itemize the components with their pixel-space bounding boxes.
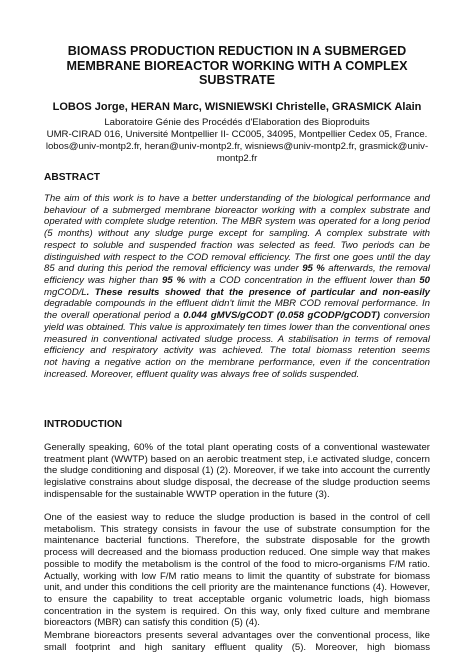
text-line: Generally speaking, 60% of the total plant operating costs of a conventional wastewater xyxy=(44,442,430,453)
text-line: indispensable for the sustainable WWTP operation in the future (3). xyxy=(44,488,330,500)
text-line: legislative constrains about sludge disposal, the decrease of the sludge production seems xyxy=(44,477,430,489)
abstract-line: (5 months) without any sludge purge except for sampling. A complex substrate with xyxy=(44,228,430,240)
intro-paragraph-3 xyxy=(44,630,430,653)
abstract-line: behaviour of a submerged membrane bioreactor working with a complex substrate and xyxy=(44,204,430,216)
paper-title xyxy=(60,44,414,88)
abstract-line: The aim of this work is to have a better understanding of the biological performance and xyxy=(44,193,430,204)
intro-paragraph-2 xyxy=(44,512,430,629)
affiliation-emails: lobos@univ-montp2.fr, heran@univ-montp2.fr, wisniews@univ-montp2.fr, grasmick@univ- xyxy=(45,141,429,152)
abstract-line: degradable compounds in the effluent didn't limit the MBR COD removal performance. In xyxy=(44,298,430,310)
text-line: concentration in the system is required. On this way, only fixed culture and membrane xyxy=(44,605,430,617)
text-line: unit, and under this conditions the cell priority are the maintenance functions (4). However, xyxy=(44,582,430,594)
abstract-line: yield was obtained. This value is approximately ten times lower than the conventional ones xyxy=(44,321,430,333)
abstract-line: efficiency was higher than 95 % with a COD concentration in the effluent lower than 50 xyxy=(44,275,431,287)
affiliation-address: UMR-CIRAD 016, Université Montpellier II- CC005, 34095, Montpellier Cedex 05, France. xyxy=(46,129,428,140)
title-line: MEMBRANE BIOREACTOR WORKING WITH A COMPLEX xyxy=(66,58,408,73)
text-line: to ensure the capability to treat acceptable organic volumetric loads, high biomass xyxy=(44,594,430,606)
abstract-body xyxy=(44,193,430,381)
abstract-line: mgCOD/L. These results showed that the presence of particular and non-easily xyxy=(44,286,430,298)
text-line: metabolism. This strategy consists in favour the use of substrate consumption for the xyxy=(44,523,430,535)
text-line: the sludge conditioning and disposal (1) (2). Moreover, if we take into account the currently xyxy=(44,465,430,477)
text-line: One of the easiest way to reduce the sludge production is based in the control of cell xyxy=(44,512,430,523)
author-list: LOBOS Jorge, HERAN Marc, WISNIEWSKI Christelle, GRASMICK Alain xyxy=(52,101,422,113)
abstract-heading: ABSTRACT xyxy=(44,172,101,183)
text-line: small footprint and high sanitary effluent quality (5). Moreover, high biomass xyxy=(44,641,430,653)
introduction-heading: INTRODUCTION xyxy=(44,419,123,430)
abstract-line: respect to soluble and suspended fraction was selected as feed. Two periods can be xyxy=(44,239,430,251)
abstract-line: measured in conventional activated sludge process. A stabilisation in terms of removal xyxy=(44,333,430,345)
title-line: SUBSTRATE xyxy=(198,73,276,88)
text-line: Membrane bioreactors presents several advantages over the conventional process, like xyxy=(44,630,430,641)
abstract-line: increased. Moreover, effluent quality was always free of solids suspended. xyxy=(44,368,360,380)
abstract-line: 85 and during this period the removal efficiency was under 95 % afterwards, the removal xyxy=(44,263,430,275)
text-line: process will decreased and the biomass production reduced. One simple way that makes xyxy=(44,547,430,559)
intro-paragraph-1 xyxy=(44,442,430,501)
text-line: possible to modify the metabolism is the control of the food to micro-organisms F/M ratio. xyxy=(44,558,430,570)
text-line: treatment plant (WWTP) based on an aerobic treatment step, i.e activated sludge, concern xyxy=(44,453,430,465)
text-line: maintenance bacterial functions. Therefore, the substrate disposable for the growth xyxy=(44,535,430,547)
abstract-line: efficiency and respiratory activity was achieved. The total biomass retention seems xyxy=(44,345,430,357)
affiliation-lab: Laboratoire Génie des Procédés d'Elaboration des Bioproduits xyxy=(104,117,370,128)
abstract-line: operated with complete sludge retention. The MBR system was operated for a long period xyxy=(44,216,430,228)
abstract-line: the overall operational period a 0.044 gMVS/gCODT (0.058 gCODP/gCODT) conversion xyxy=(44,310,431,322)
abstract-line: distinguished with respect to the COD removal efficiency. The first one goes until the day xyxy=(44,251,430,263)
text-line: bioreactors (MBR) can satisfy this condition (5) (4). xyxy=(44,617,260,629)
text-line: Actually, working with low F/M ratio means to limit the quantity of substrate for biomass xyxy=(44,570,430,582)
abstract-line: not having a negative action on the membrane performance, even if the concentration xyxy=(44,357,430,369)
title-line: BIOMASS PRODUCTION REDUCTION IN A SUBMERGED xyxy=(67,44,407,58)
affiliation-emails-cont: montp2.fr xyxy=(216,153,258,164)
